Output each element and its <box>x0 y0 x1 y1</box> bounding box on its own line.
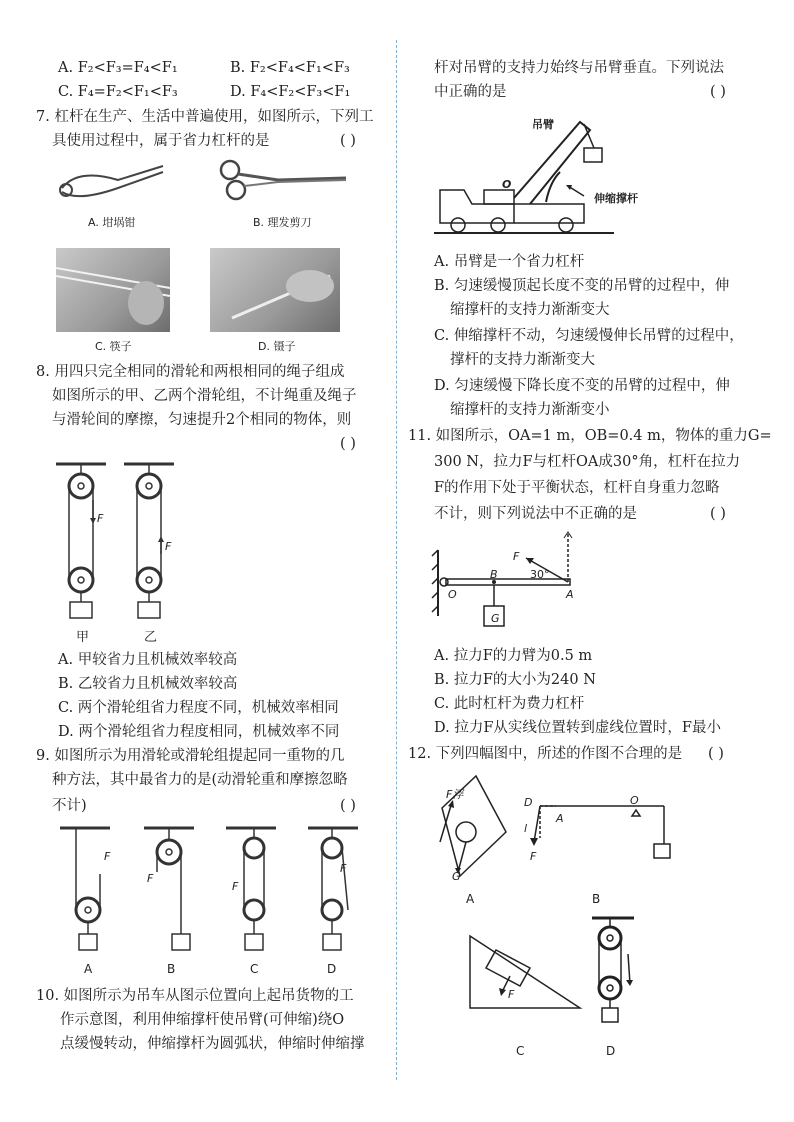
q8-stem-line1: 8. 用四只完全相同的滑轮和两根相同的绳子组成 <box>36 364 345 380</box>
q8-fig-f-label-2: F <box>165 540 172 553</box>
q8-stem-line2: 如图所示的甲、乙两个滑轮组，不计绳重及绳子 <box>52 388 357 404</box>
q12-fig-b-l: l <box>524 822 528 835</box>
column-divider <box>396 40 397 1080</box>
q11-option-b: B. 拉力F的大小为240 N <box>434 672 596 688</box>
q12-figure-c <box>466 920 586 1010</box>
q11-fig-angle: 30° <box>530 568 550 581</box>
scissors-figure <box>218 158 348 203</box>
q7-answer-paren: ( ) <box>340 133 356 149</box>
q8-stem-line3: 与滑轮间的摩擦，匀速提升2个相同的物体，则 <box>52 412 352 428</box>
q12-label-a: A <box>466 892 475 906</box>
chopsticks-photo <box>56 248 170 332</box>
q6-option-b: B. F₂<F₄<F₁<F₃ <box>230 60 350 76</box>
q6-option-d: D. F₄<F₂<F₃<F₁ <box>230 84 351 100</box>
q10-option-a: A. 吊臂是一个省力杠杆 <box>434 254 585 270</box>
q7-caption-d: D. 镊子 <box>258 340 296 353</box>
q12-figure-d <box>588 914 638 1034</box>
q12-fig-c-f: F <box>508 988 515 1001</box>
q9-stem-line3: 不计) <box>52 798 87 814</box>
q8-option-b: B. 乙较省力且机械效率较高 <box>58 676 238 692</box>
q11-answer-paren: ( ) <box>710 506 726 522</box>
q11-stem-line3: F的作用下处于平衡状态，杠杆自身重力忽略 <box>434 480 720 496</box>
q12-fig-a-g: G <box>452 870 461 883</box>
q7-stem-line1: 7. 杠杆在生产、生活中普遍使用，如图所示，下列工 <box>36 109 374 125</box>
q10-option-b-line1: B. 匀速缓慢顶起长度不变的吊臂的过程中，伸 <box>434 278 730 294</box>
q8-option-a: A. 甲较省力且机械效率较高 <box>58 652 238 668</box>
q11-fig-f: F <box>513 550 520 563</box>
q10-option-b-line2: 缩撑杆的支持力渐渐变大 <box>450 302 610 318</box>
q10-option-d-line1: D. 匀速缓慢下降长度不变的吊臂的过程中，伸 <box>434 378 730 394</box>
q10-stem-line5: 中正确的是 <box>434 84 507 100</box>
q12-fig-a-f-buoyancy: F浮 <box>446 788 464 801</box>
q10-label-arm: 吊臂 <box>532 118 554 131</box>
q8-option-c: C. 两个滑轮组省力程度不同，机械效率相同 <box>58 700 339 716</box>
q10-option-c-line2: 撑杆的支持力渐渐变大 <box>450 352 595 368</box>
q10-stem-line1: 10. 如图所示为吊车从图示位置向上起吊货物的工 <box>36 988 354 1004</box>
q9-fig-f-b: F <box>147 872 154 885</box>
q9-label-c: C <box>250 962 259 976</box>
q12-stem: 12. 下列四幅图中，所述的作图不合理的是 <box>408 746 683 762</box>
q11-option-a: A. 拉力F的力臂为0.5 m <box>434 648 593 664</box>
q10-label-o: O <box>502 178 512 191</box>
q9-stem-line2: 种方法，其中最省力的是(动滑轮重和摩擦忽略 <box>52 772 348 788</box>
q12-label-d: D <box>606 1044 616 1058</box>
q9-answer-paren: ( ) <box>340 798 356 814</box>
q11-fig-b: B <box>490 568 498 581</box>
lever-figure <box>430 530 580 640</box>
q12-label-c: C <box>516 1044 525 1058</box>
tweezers-photo <box>210 248 340 332</box>
pulley-methods-figure <box>56 824 366 959</box>
q9-label-a: A <box>84 962 93 976</box>
q12-answer-paren: ( ) <box>708 746 724 762</box>
q12-figure-b <box>520 790 670 870</box>
q11-stem-line1: 11. 如图所示，OA=1 m，OB=0.4 m，物体的重力G= <box>408 428 772 444</box>
q6-option-a: A. F₂<F₃=F₄<F₁ <box>58 60 178 76</box>
q9-label-d: D <box>327 962 337 976</box>
q8-fig-label-yi: 乙 <box>144 630 158 645</box>
q12-label-b: B <box>592 892 601 906</box>
q7-stem-line2: 具使用过程中，属于省力杠杆的是 <box>52 133 270 149</box>
q12-fig-b-o: O <box>630 794 639 807</box>
q11-fig-g: G <box>491 612 500 625</box>
q11-fig-o: O <box>448 588 457 601</box>
q8-fig-label-jia: 甲 <box>76 630 90 645</box>
q10-option-c-line1: C. 伸缩撑杆不动，匀速缓慢伸长吊臂的过程中， <box>434 328 744 344</box>
q8-option-d: D. 两个滑轮组省力程度相同，机械效率不同 <box>58 724 340 740</box>
q9-fig-f-d: F <box>340 862 347 875</box>
q8-fig-f-label-1: F <box>97 512 104 525</box>
crane-figure <box>434 108 614 243</box>
q6-option-c: C. F₄=F₂<F₁<F₃ <box>58 84 178 100</box>
q11-fig-a: A <box>566 588 574 601</box>
q10-label-strut: 伸缩撑杆 <box>594 192 638 205</box>
q11-option-d: D. 拉力F从实线位置转到虚线位置时，F最小 <box>434 720 721 736</box>
q9-fig-f-a: F <box>104 850 111 863</box>
q10-stem-line3: 点缓慢转动，伸缩撑杆为圆弧状，伸缩时伸缩撑 <box>60 1036 365 1052</box>
q7-caption-c: C. 筷子 <box>95 340 132 353</box>
q11-stem-line2: 300 N，拉力F与杠杆OA成30°角，杠杆在拉力 <box>434 454 741 470</box>
q9-label-b: B <box>167 962 176 976</box>
q10-stem-line4: 杆对吊臂的支持力始终与吊臂垂直。下列说法 <box>434 60 724 76</box>
q9-stem-line1: 9. 如图所示为用滑轮或滑轮组提起同一重物的几 <box>36 748 345 764</box>
q10-answer-paren: ( ) <box>710 84 726 100</box>
q9-fig-f-c: F <box>232 880 239 893</box>
q7-caption-a: A. 坩埚钳 <box>88 216 136 229</box>
q12-fig-b-f: F <box>530 850 537 863</box>
crucible-tongs-figure <box>58 158 168 208</box>
q8-answer-paren: ( ) <box>340 436 356 452</box>
q10-option-d-line2: 缩撑杆的支持力渐渐变小 <box>450 402 610 418</box>
q12-figure-a <box>430 772 510 882</box>
q12-fig-b-d: D <box>524 796 533 809</box>
q10-stem-line2: 作示意图，利用伸缩撑杆使吊臂(可伸缩)绕O <box>60 1012 345 1028</box>
q7-caption-b: B. 理发剪刀 <box>253 216 312 229</box>
q12-fig-b-a: A <box>556 812 564 825</box>
q11-option-c: C. 此时杠杆为费力杠杆 <box>434 696 585 712</box>
q11-stem-line4: 不计，则下列说法中不正确的是 <box>434 506 637 522</box>
